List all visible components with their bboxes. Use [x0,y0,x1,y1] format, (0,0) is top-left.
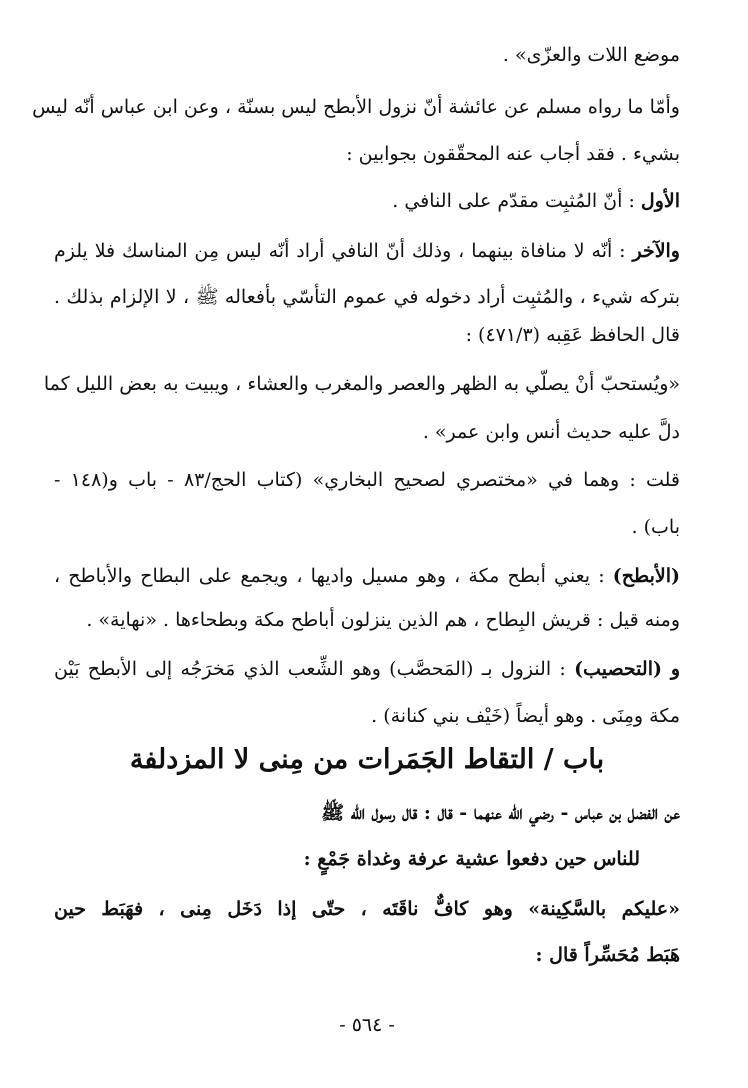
term-label: الأول [640,190,680,212]
text-line-14: و (التحصيب) : النزول بـ (المَحصَّب) وهو الشِّعب الذي مَخرَجُه إلى الأبطح بَيْن [54,658,680,680]
text-line-12: (الأبطح) : يعني أبطح مكة ، وهو مسيل واديها ، ويجمع على البطاح والأباطح ، [54,565,680,587]
text-line-4: الأول : أنّ المُثبِت مقدّم على النافي . [392,190,680,212]
text-line-16: عن الفضل بن عباس - رضي الله عنهما - قال : قال رسول الله ﷺ [321,802,680,824]
text-line-6: بتركه شيء ، والمُثبِت أراد دخوله في عموم التأسّي بأفعاله ﷺ ، لا الإلزام بذلك . [54,286,680,308]
text-line-9: دلَّ عليه حديث أنس وابن عمر» . [422,421,680,443]
text-line-7: قال الحافظ عَقِبه (٤٧١/٣) : [465,324,680,346]
text-line-15: مكة ومِنَى . وهو أيضاً (خَيْف بني كنانة) . [371,705,680,727]
term-label: (الأبطح) [612,565,680,587]
text-line-18: «عليكم بالسَّكِينة» وهو كافٌّ ناقَتَه ، حتّى إذا دَخَل مِنى ، فهَبَط حين [54,898,680,920]
chapter-heading: باب / التقاط الجَمَرات من مِنى لا المزدلفة [129,744,605,775]
text-line-19: هَبَط مُحَسِّراً قال : [535,944,680,966]
text-line-17: للناس حين دفعوا عشية عرفة وغداة جَمْعٍ : [303,848,640,870]
text-line-13: ومنه قيل : قريش البِطاح ، هم الذين ينزلون أباطح مكة وبطحاءها . «نهاية» . [86,609,680,631]
text-line-10: قلت : وهما في «مختصري لصحيح البخاري» (كتاب الحج/٨٣ - باب و(١٤٨ - [54,469,681,491]
page-number: - ٥٦٤ - [339,1014,395,1036]
text-line-2: وأمّا ما رواه مسلم عن عائشة أنّ نزول الأبطح ليس بسنّة ، وعن ابن عباس أنّه ليس [32,96,680,118]
text-line-1: موضع اللات والعزّى» . [502,44,680,66]
term-label: و (التحصيب) [574,658,680,680]
text-line-11: باب) . [631,516,680,538]
text-line-3: بشيء . فقد أجاب عنه المحقّقون بجوابين : [346,143,680,165]
book-page [32,0,681,1088]
text-line-5: والآخر : أنّه لا منافاة بينهما ، وذلك أنّ النافي أراد أنّه ليس مِن المناسك فلا يلزم [54,240,680,262]
term-label: والآخر [632,240,680,262]
text-line-8: «ويُستحبّ أنْ يصلّي به الظهر والعصر والمغرب والعشاء ، ويبيت به بعض الليل كما [43,373,680,395]
